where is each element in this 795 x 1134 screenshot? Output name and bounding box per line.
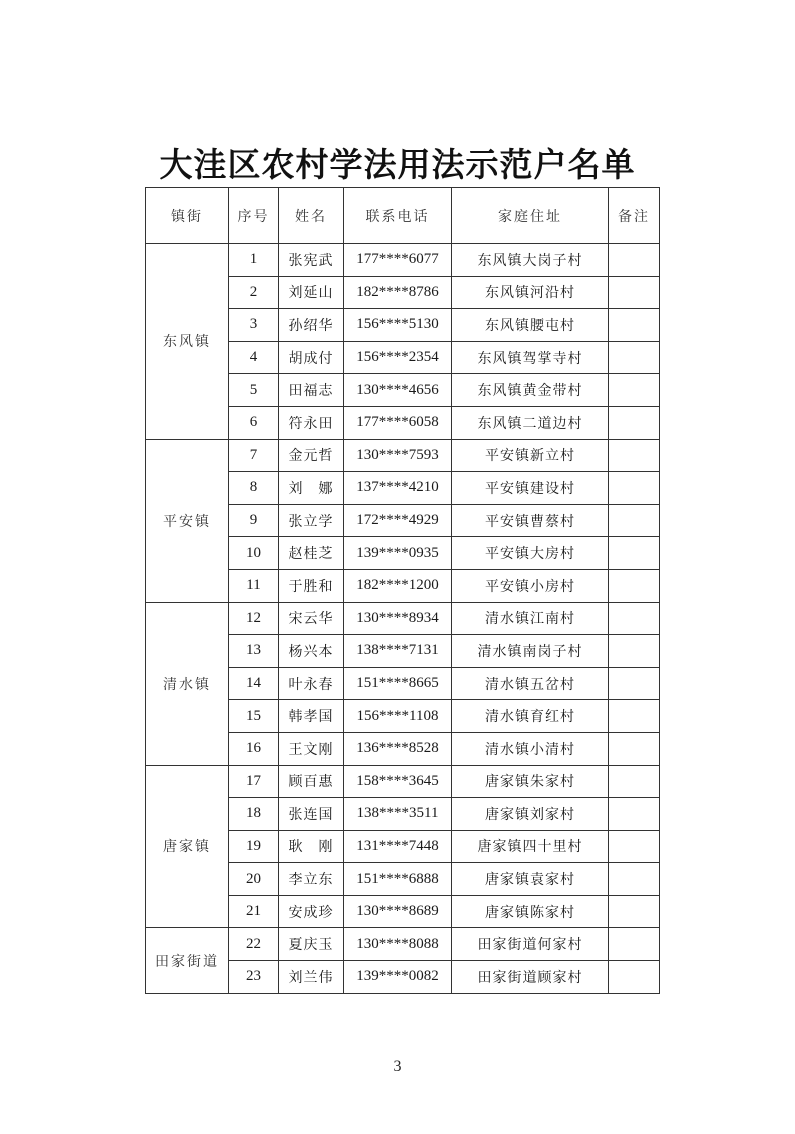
remark-cell [609,309,660,342]
name-cell: 耿 刚 [279,830,344,863]
phone-cell: 177****6077 [344,244,452,277]
seq-cell: 8 [229,472,279,505]
remark-cell [609,341,660,374]
remark-cell [609,472,660,505]
seq-cell: 22 [229,928,279,961]
phone-cell: 131****7448 [344,830,452,863]
seq-cell: 17 [229,765,279,798]
remark-cell [609,961,660,994]
page-number: 3 [393,1058,402,1075]
remark-cell [609,798,660,831]
seq-cell: 4 [229,341,279,374]
roster-table [145,187,660,994]
remark-cell [609,374,660,407]
name-cell: 李立东 [279,863,344,896]
address-cell: 清水镇江南村 [452,602,609,635]
address-cell: 平安镇新立村 [452,439,609,472]
address-cell: 东风镇二道边村 [452,406,609,439]
remark-cell [609,830,660,863]
seq-cell: 3 [229,309,279,342]
remark-cell [609,765,660,798]
address-cell: 唐家镇朱家村 [452,765,609,798]
name-cell: 张连国 [279,798,344,831]
phone-cell: 151****6888 [344,863,452,896]
seq-cell: 16 [229,732,279,765]
remark-cell [609,602,660,635]
address-cell: 清水镇育红村 [452,700,609,733]
remark-cell [609,537,660,570]
remark-cell [609,504,660,537]
seq-cell: 5 [229,374,279,407]
seq-cell: 15 [229,700,279,733]
phone-cell: 136****8528 [344,732,452,765]
seq-cell: 21 [229,895,279,928]
remark-cell [609,700,660,733]
remark-cell [609,635,660,668]
name-cell: 刘延山 [279,276,344,309]
seq-cell: 6 [229,406,279,439]
phone-cell: 139****0082 [344,961,452,994]
address-cell: 平安镇曹蔡村 [452,504,609,537]
address-cell: 清水镇小清村 [452,732,609,765]
town-cell: 唐家镇 [146,765,229,928]
table-row [146,244,660,277]
address-cell: 清水镇南岗子村 [452,635,609,668]
seq-cell: 23 [229,961,279,994]
phone-cell: 156****2354 [344,341,452,374]
column-header-seq: 序号 [229,188,279,244]
remark-cell [609,667,660,700]
phone-cell: 177****6058 [344,406,452,439]
seq-cell: 9 [229,504,279,537]
table-header-row [146,188,660,244]
phone-cell: 138****7131 [344,635,452,668]
address-cell: 田家街道何家村 [452,928,609,961]
remark-cell [609,732,660,765]
address-cell: 东风镇驾掌寺村 [452,341,609,374]
seq-cell: 2 [229,276,279,309]
remark-cell [609,895,660,928]
roster-body [146,244,660,994]
name-cell: 宋云华 [279,602,344,635]
name-cell: 刘兰伟 [279,961,344,994]
name-cell: 韩孝国 [279,700,344,733]
remark-cell [609,276,660,309]
table-row [146,928,660,961]
remark-cell [609,439,660,472]
seq-cell: 20 [229,863,279,896]
phone-cell: 182****1200 [344,569,452,602]
address-cell: 东风镇黄金带村 [452,374,609,407]
seq-cell: 12 [229,602,279,635]
phone-cell: 151****8665 [344,667,452,700]
phone-cell: 130****8934 [344,602,452,635]
phone-cell: 139****0935 [344,537,452,570]
name-cell: 胡成付 [279,341,344,374]
address-cell: 田家街道顾家村 [452,961,609,994]
phone-cell: 130****4656 [344,374,452,407]
name-cell: 符永田 [279,406,344,439]
name-cell: 张立学 [279,504,344,537]
name-cell: 赵桂芝 [279,537,344,570]
seq-cell: 7 [229,439,279,472]
name-cell: 顾百惠 [279,765,344,798]
phone-cell: 156****1108 [344,700,452,733]
column-header-name: 姓名 [279,188,344,244]
seq-cell: 13 [229,635,279,668]
seq-cell: 10 [229,537,279,570]
address-cell: 平安镇小房村 [452,569,609,602]
name-cell: 孙绍华 [279,309,344,342]
seq-cell: 11 [229,569,279,602]
phone-cell: 137****4210 [344,472,452,505]
address-cell: 唐家镇陈家村 [452,895,609,928]
column-header-remark: 备注 [609,188,660,244]
town-cell: 田家街道 [146,928,229,993]
phone-cell: 138****3511 [344,798,452,831]
phone-cell: 172****4929 [344,504,452,537]
name-cell: 张宪武 [279,244,344,277]
address-cell: 东风镇河沿村 [452,276,609,309]
remark-cell [609,863,660,896]
name-cell: 于胜和 [279,569,344,602]
name-cell: 夏庆玉 [279,928,344,961]
name-cell: 杨兴本 [279,635,344,668]
town-cell: 清水镇 [146,602,229,765]
town-cell: 东风镇 [146,244,229,440]
seq-cell: 14 [229,667,279,700]
phone-cell: 158****3645 [344,765,452,798]
name-cell: 王文刚 [279,732,344,765]
phone-cell: 156****5130 [344,309,452,342]
address-cell: 平安镇大房村 [452,537,609,570]
column-header-phone: 联系电话 [344,188,452,244]
address-cell: 东风镇腰屯村 [452,309,609,342]
name-cell: 金元哲 [279,439,344,472]
address-cell: 唐家镇四十里村 [452,830,609,863]
remark-cell [609,244,660,277]
name-cell: 叶永春 [279,667,344,700]
name-cell: 安成珍 [279,895,344,928]
phone-cell: 130****8689 [344,895,452,928]
column-header-town: 镇街 [146,188,229,244]
remark-cell [609,569,660,602]
address-cell: 平安镇建设村 [452,472,609,505]
phone-cell: 130****8088 [344,928,452,961]
address-cell: 唐家镇刘家村 [452,798,609,831]
phone-cell: 182****8786 [344,276,452,309]
column-header-address: 家庭住址 [452,188,609,244]
page-title: 大洼区农村学法用法示范户名单 [159,145,636,184]
phone-cell: 130****7593 [344,439,452,472]
town-cell: 平安镇 [146,439,229,602]
table-row [146,765,660,798]
table-row [146,439,660,472]
table-row [146,602,660,635]
remark-cell [609,406,660,439]
address-cell: 东风镇大岗子村 [452,244,609,277]
seq-cell: 18 [229,798,279,831]
remark-cell [609,928,660,961]
seq-cell: 19 [229,830,279,863]
seq-cell: 1 [229,244,279,277]
address-cell: 唐家镇袁家村 [452,863,609,896]
name-cell: 刘 娜 [279,472,344,505]
name-cell: 田福志 [279,374,344,407]
address-cell: 清水镇五岔村 [452,667,609,700]
